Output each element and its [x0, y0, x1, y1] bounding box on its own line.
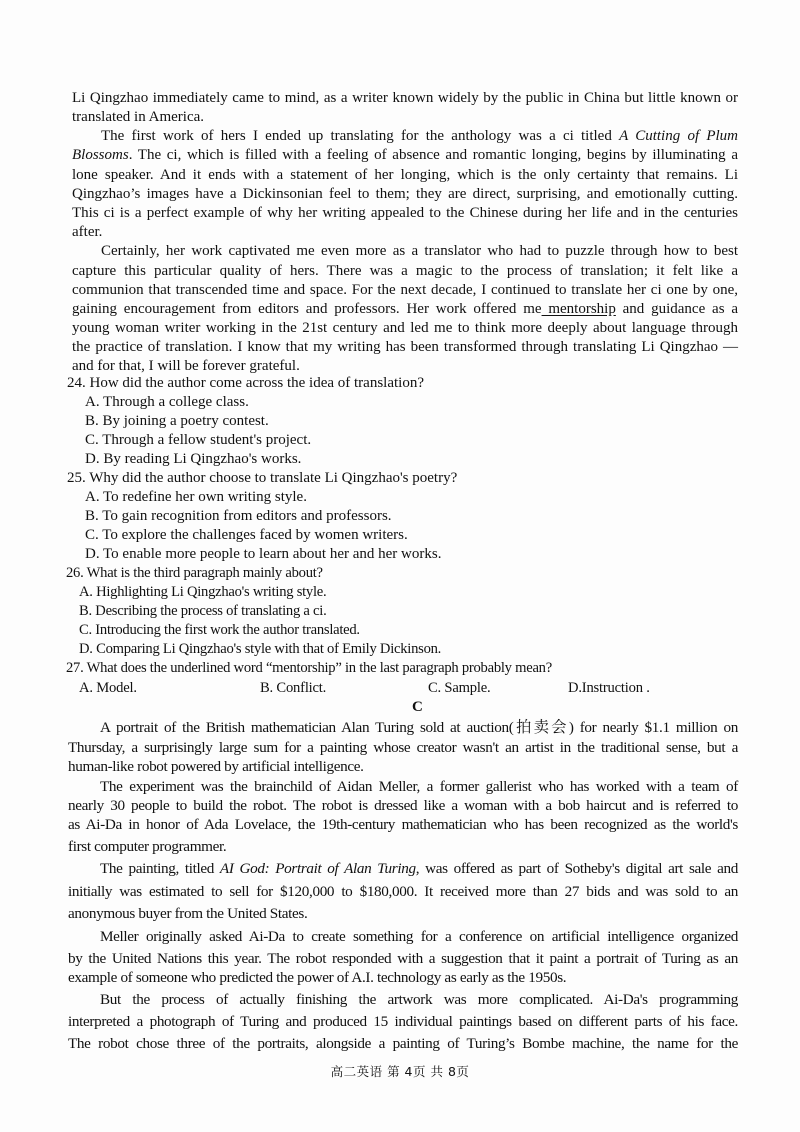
- passage-c-line: anonymous buyer from the United States.: [68, 905, 308, 922]
- question-25-option-d[interactable]: D. To enable more people to learn about her and her works.: [85, 546, 442, 562]
- question-25-option-b[interactable]: B. To gain recognition from editors and professors.: [85, 508, 392, 524]
- question-24-option-d[interactable]: D. By reading Li Qingzhao's works.: [85, 451, 302, 467]
- question-24-option-b[interactable]: B. By joining a poetry contest.: [85, 413, 269, 429]
- passage-b-line: [72, 300, 738, 318]
- passage-c-line: Thursday, a surprisingly large sum for a painting whose creator wasn't an artist in the traditional sense, but a: [68, 739, 738, 756]
- passage-c-line: The robot chose three of the portraits, alongside a painting of Turing’s Bombe machine, the name for the: [68, 1035, 738, 1052]
- passage-b-line: after.: [72, 224, 103, 240]
- passage-b-line: Qingzhao’s images have a Dickinsonian feel to them; they are direct, surprising, and emotionally cutting.: [72, 186, 738, 202]
- poem-title: Blossoms: [72, 147, 129, 163]
- passage-b-line: capture this particular quality of hers. There was a magic to the process of translation; it felt like a: [72, 263, 738, 279]
- passage-b-line: [101, 127, 738, 145]
- text: . The ci, which is filled with a feeling of absence and romantic longing, begins by illuminating a: [128, 147, 738, 163]
- passage-b-line: This ci is a perfect example of why her writing appealed to the Chinese during her life and in the centuries: [72, 205, 738, 221]
- question-24-option-c[interactable]: C. Through a fellow student's project.: [85, 432, 312, 448]
- passage-b-line: lone speaker. And it ends with a statement of her longing, which is the only certainty that remains. Li: [72, 167, 738, 183]
- question-27-option-d[interactable]: D.Instruction .: [568, 680, 650, 696]
- question-26-option-d[interactable]: D. Comparing Li Qingzhao's style with that of Emily Dickinson.: [79, 641, 442, 657]
- question-27-stem: 27. What does the underlined word “mentorship” in the last paragraph probably mean?: [66, 660, 552, 676]
- passage-b-line: the practice of translation. I know that my writing has been transformed through translating Li Qingzhao —: [72, 339, 738, 355]
- text: gaining encouragement from editors and professors. Her work offered me: [72, 301, 542, 317]
- passage-c-line: example of someone who predicted the power of A.I. technology as early as the 1950s.: [68, 969, 567, 986]
- question-26-option-a[interactable]: A. Highlighting Li Qingzhao's writing style.: [79, 584, 327, 600]
- underlined-word-mentorship: mentorship: [541, 301, 616, 317]
- passage-b-line: and for that, I will be forever grateful.: [72, 358, 300, 374]
- question-27-option-c[interactable]: C. Sample.: [428, 680, 491, 696]
- question-27-option-a[interactable]: A. Model.: [79, 680, 137, 696]
- text: The painting, titled: [100, 860, 220, 877]
- page-footer: 高二英语 第 4页 共 8页: [330, 1064, 470, 1079]
- passage-c-line: interpreted a photograph of Turing and produced 15 individual paintings based on different parts of his face.: [68, 1013, 738, 1030]
- passage-b-line: [72, 146, 738, 164]
- passage-c-line: first computer programmer.: [68, 838, 227, 855]
- passage-b-line: young woman writer working in the 21st century and led me to think more deeply about language through: [72, 320, 738, 336]
- passage-c-line: human-like robot powered by artificial intelligence.: [68, 758, 364, 775]
- passage-c-line: Meller originally asked Ai-Da to create something for a conference on artificial intelligence organized: [100, 928, 738, 945]
- question-25-stem: 25. Why did the author choose to translate Li Qingzhao's poetry?: [67, 470, 458, 486]
- passage-c-line: as Ai-Da in honor of Ada Lovelace, the 19th-century mathematician who has been recognized as the world's: [68, 816, 738, 833]
- question-26-stem: 26. What is the third paragraph mainly about?: [66, 565, 323, 581]
- passage-c-line: initially was estimated to sell for $120,000 to $180,000. It received more than 27 bids and was sold to an: [68, 883, 738, 900]
- text: The first work of hers I ended up translating for the anthology was a ci titled: [101, 128, 620, 144]
- question-26-option-c[interactable]: C. Introducing the first work the author translated.: [79, 622, 360, 638]
- text: , was offered as part of Sotheby's digital art sale and: [415, 860, 738, 877]
- passage-b-line: communion that transcended time and space. For the next decade, I continued to translate her ci one by one,: [72, 282, 738, 298]
- question-24-stem: 24. How did the author come across the idea of translation?: [67, 375, 424, 391]
- passage-b-line: Li Qingzhao immediately came to mind, as a writer known widely by the public in China but little known or: [72, 90, 738, 106]
- question-26-option-b[interactable]: B. Describing the process of translating a ci.: [79, 603, 327, 619]
- passage-b-line: translated in America.: [72, 109, 205, 125]
- section-heading-c: C: [412, 699, 423, 715]
- question-25-option-a[interactable]: A. To redefine her own writing style.: [85, 489, 307, 505]
- passage-c-line: nearly 30 people to build the robot. The robot is dressed like a woman with a bob haircut and is referred to: [68, 797, 738, 814]
- passage-c-line: by the United Nations this year. The robot responded with a suggestion that it paint a portrait of Turing as an: [68, 950, 738, 967]
- question-27-option-b[interactable]: B. Conflict.: [260, 680, 327, 696]
- painting-title: AI God: Portrait of Alan Turing: [219, 860, 416, 877]
- passage-b-line: Certainly, her work captivated me even more as a translator who had to puzzle through how to best: [101, 243, 738, 259]
- poem-title: A Cutting of Plum: [619, 128, 739, 144]
- text: and guidance as a: [615, 301, 739, 317]
- passage-c-line: A portrait of the British mathematician Alan Turing sold at auction(拍卖会) for nearly $1.1 million on: [100, 719, 738, 736]
- question-24-option-a[interactable]: A. Through a college class.: [85, 394, 249, 410]
- passage-c-line: [100, 860, 738, 878]
- question-25-option-c[interactable]: C. To explore the challenges faced by women writers.: [85, 527, 408, 543]
- passage-c-line: The experiment was the brainchild of Aidan Meller, a former gallerist who has worked with a team of: [100, 778, 738, 795]
- passage-c-line: But the process of actually finishing the artwork was more complicated. Ai-Da's programming: [100, 991, 738, 1008]
